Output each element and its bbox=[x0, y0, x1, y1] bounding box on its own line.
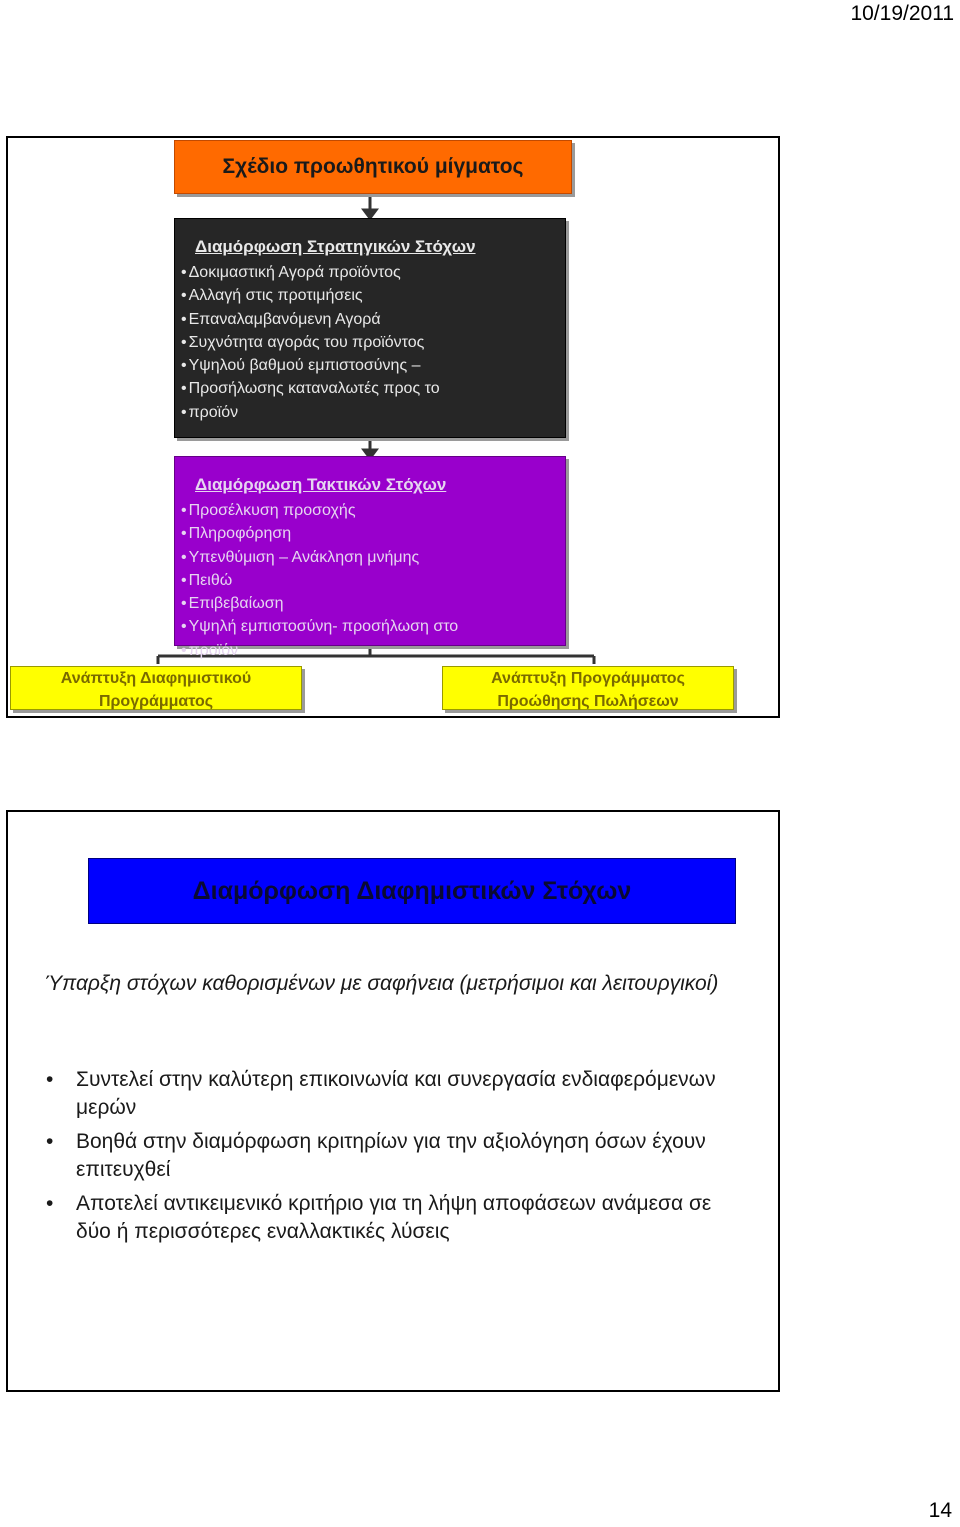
objectives-bullets bbox=[44, 1066, 744, 1252]
advertising-program-line1: Ανάπτυξη Διαφημιστικού bbox=[60, 670, 252, 687]
page-number: 14 bbox=[928, 1499, 952, 1522]
list-item: • Πληροφόρηση bbox=[181, 522, 565, 545]
list-item: • Πειθώ bbox=[181, 569, 565, 592]
strategic-goals-list bbox=[181, 261, 565, 424]
plan-title-box bbox=[174, 140, 572, 194]
list-item: • Προσέλκυση προσοχής bbox=[181, 499, 565, 522]
list-item: • προϊόν bbox=[181, 401, 565, 424]
advertising-program-line2: Προγράμματος bbox=[98, 693, 214, 710]
header-date: 10/19/2011 bbox=[850, 2, 954, 25]
tactical-goals-box bbox=[174, 456, 566, 659]
advertising-objectives-title-box bbox=[88, 858, 736, 924]
advertising-program-box bbox=[10, 666, 302, 710]
list-item: • Υπενθύμιση – Ανάκληση μνήμης bbox=[181, 546, 565, 569]
list-item: • Βοηθά στην διαμόρφωση κριτηρίων για την αξιολόγηση όσων έχουν επιτευχθεί bbox=[44, 1128, 744, 1184]
list-item: • Επιβεβαίωση bbox=[181, 592, 565, 615]
slide-advertising-objectives bbox=[6, 810, 780, 1392]
strategic-goals-heading: Διαμόρφωση Στρατηγικών Στόχων bbox=[195, 237, 476, 256]
list-item: • Δοκιμαστική Αγορά προϊόντος bbox=[181, 261, 565, 284]
list-item: • Συντελεί στην καλύτερη επικοινωνία και συνεργασία ενδιαφερόμενων μερών bbox=[44, 1066, 744, 1122]
list-item: • Προσήλωσης καταναλωτές προς το bbox=[181, 377, 565, 400]
list-item: • Συχνότητα αγοράς του προϊόντος bbox=[181, 331, 565, 354]
list-item: • Αλλαγή στις προτιμήσεις bbox=[181, 284, 565, 307]
tactical-goals-list bbox=[181, 499, 565, 662]
list-item: • Υψηλή εμπιστοσύνη- προσήλωση στο bbox=[181, 615, 565, 638]
list-item: • Αποτελεί αντικειμενικό κριτήριο για τη λήψη αποφάσεων ανάμεσα σε δύο ή περισσότερες εναλλακτικές λύσεις bbox=[44, 1190, 744, 1246]
objectives-intro: Ύπαρξη στόχων καθορισμένων με σαφήνεια (μετρήσιμοι και λειτουργικοί) bbox=[44, 972, 719, 995]
tactical-goals-heading: Διαμόρφωση Τακτικών Στόχων bbox=[195, 475, 447, 494]
plan-title: Σχέδιο προωθητικού μίγματος bbox=[222, 155, 524, 178]
list-item: • Επαναλαμβανόμενη Αγορά bbox=[181, 308, 565, 331]
advertising-objectives-title: Διαμόρφωση Διαφημιστικών Στόχων bbox=[192, 876, 632, 905]
sales-promotion-program-box bbox=[442, 666, 734, 710]
strategic-goals-box bbox=[174, 218, 566, 438]
list-item: • προϊόν bbox=[181, 639, 565, 662]
sales-promotion-program-line2: Προώθησης Πωλήσεων bbox=[497, 693, 679, 710]
sales-promotion-program-line1: Ανάπτυξη Προγράμματος bbox=[491, 670, 685, 687]
slide-promotion-mix-plan bbox=[6, 136, 780, 718]
list-item: • Υψηλού βαθμού εμπιστοσύνης – bbox=[181, 354, 565, 377]
